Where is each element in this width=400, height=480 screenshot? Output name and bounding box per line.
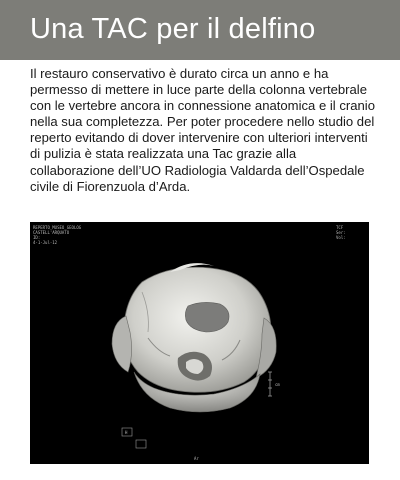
- scan-overlay-top-right: [336, 225, 346, 240]
- page-title: Una TAC per il delfino: [30, 13, 316, 45]
- overlay-line-3: ID:: [33, 235, 41, 240]
- scan-overlay-top-left: [33, 225, 82, 245]
- orientation-marker: [122, 428, 146, 448]
- title-banner: [0, 0, 400, 60]
- article-paragraph: Il restauro conservativo è durato circa un anno e ha permesso di mettere in luce parte della colonna vertebrale con le vertebre ancora in connessione anatomica e il cranio nella sua completezza. Per poter procedere nello studio del reperto evitando di dover intervenire con ulteriori interventi di pulizia è stata realizzata una Tac grazie alla collaborazione dell’UO Radiologia Valdarda dell’Ospedale civile di Fiorenzuola d’Arda.: [30, 66, 376, 194]
- ct-scan-render: [30, 222, 369, 464]
- overlay-right-1: TCF: [336, 225, 344, 230]
- overlay-line-2: CASTELL'ARQUATO: [33, 230, 70, 235]
- overlay-right-3: Vol:: [336, 235, 346, 240]
- scan-scale-bar: [268, 372, 272, 396]
- scale-unit-label: cm: [275, 382, 280, 387]
- ct-scan-image: [30, 222, 369, 464]
- overlay-line-1: REPERTO_MUSEO_GEOLOG: [33, 225, 82, 230]
- overlay-right-2: Ser:: [336, 230, 346, 235]
- dolphin-skull-render: [112, 263, 276, 412]
- orientation-bottom-label: Ar: [194, 456, 199, 461]
- orientation-label: H: [125, 430, 128, 435]
- overlay-line-4: 4-1-Jul-12: [33, 240, 58, 245]
